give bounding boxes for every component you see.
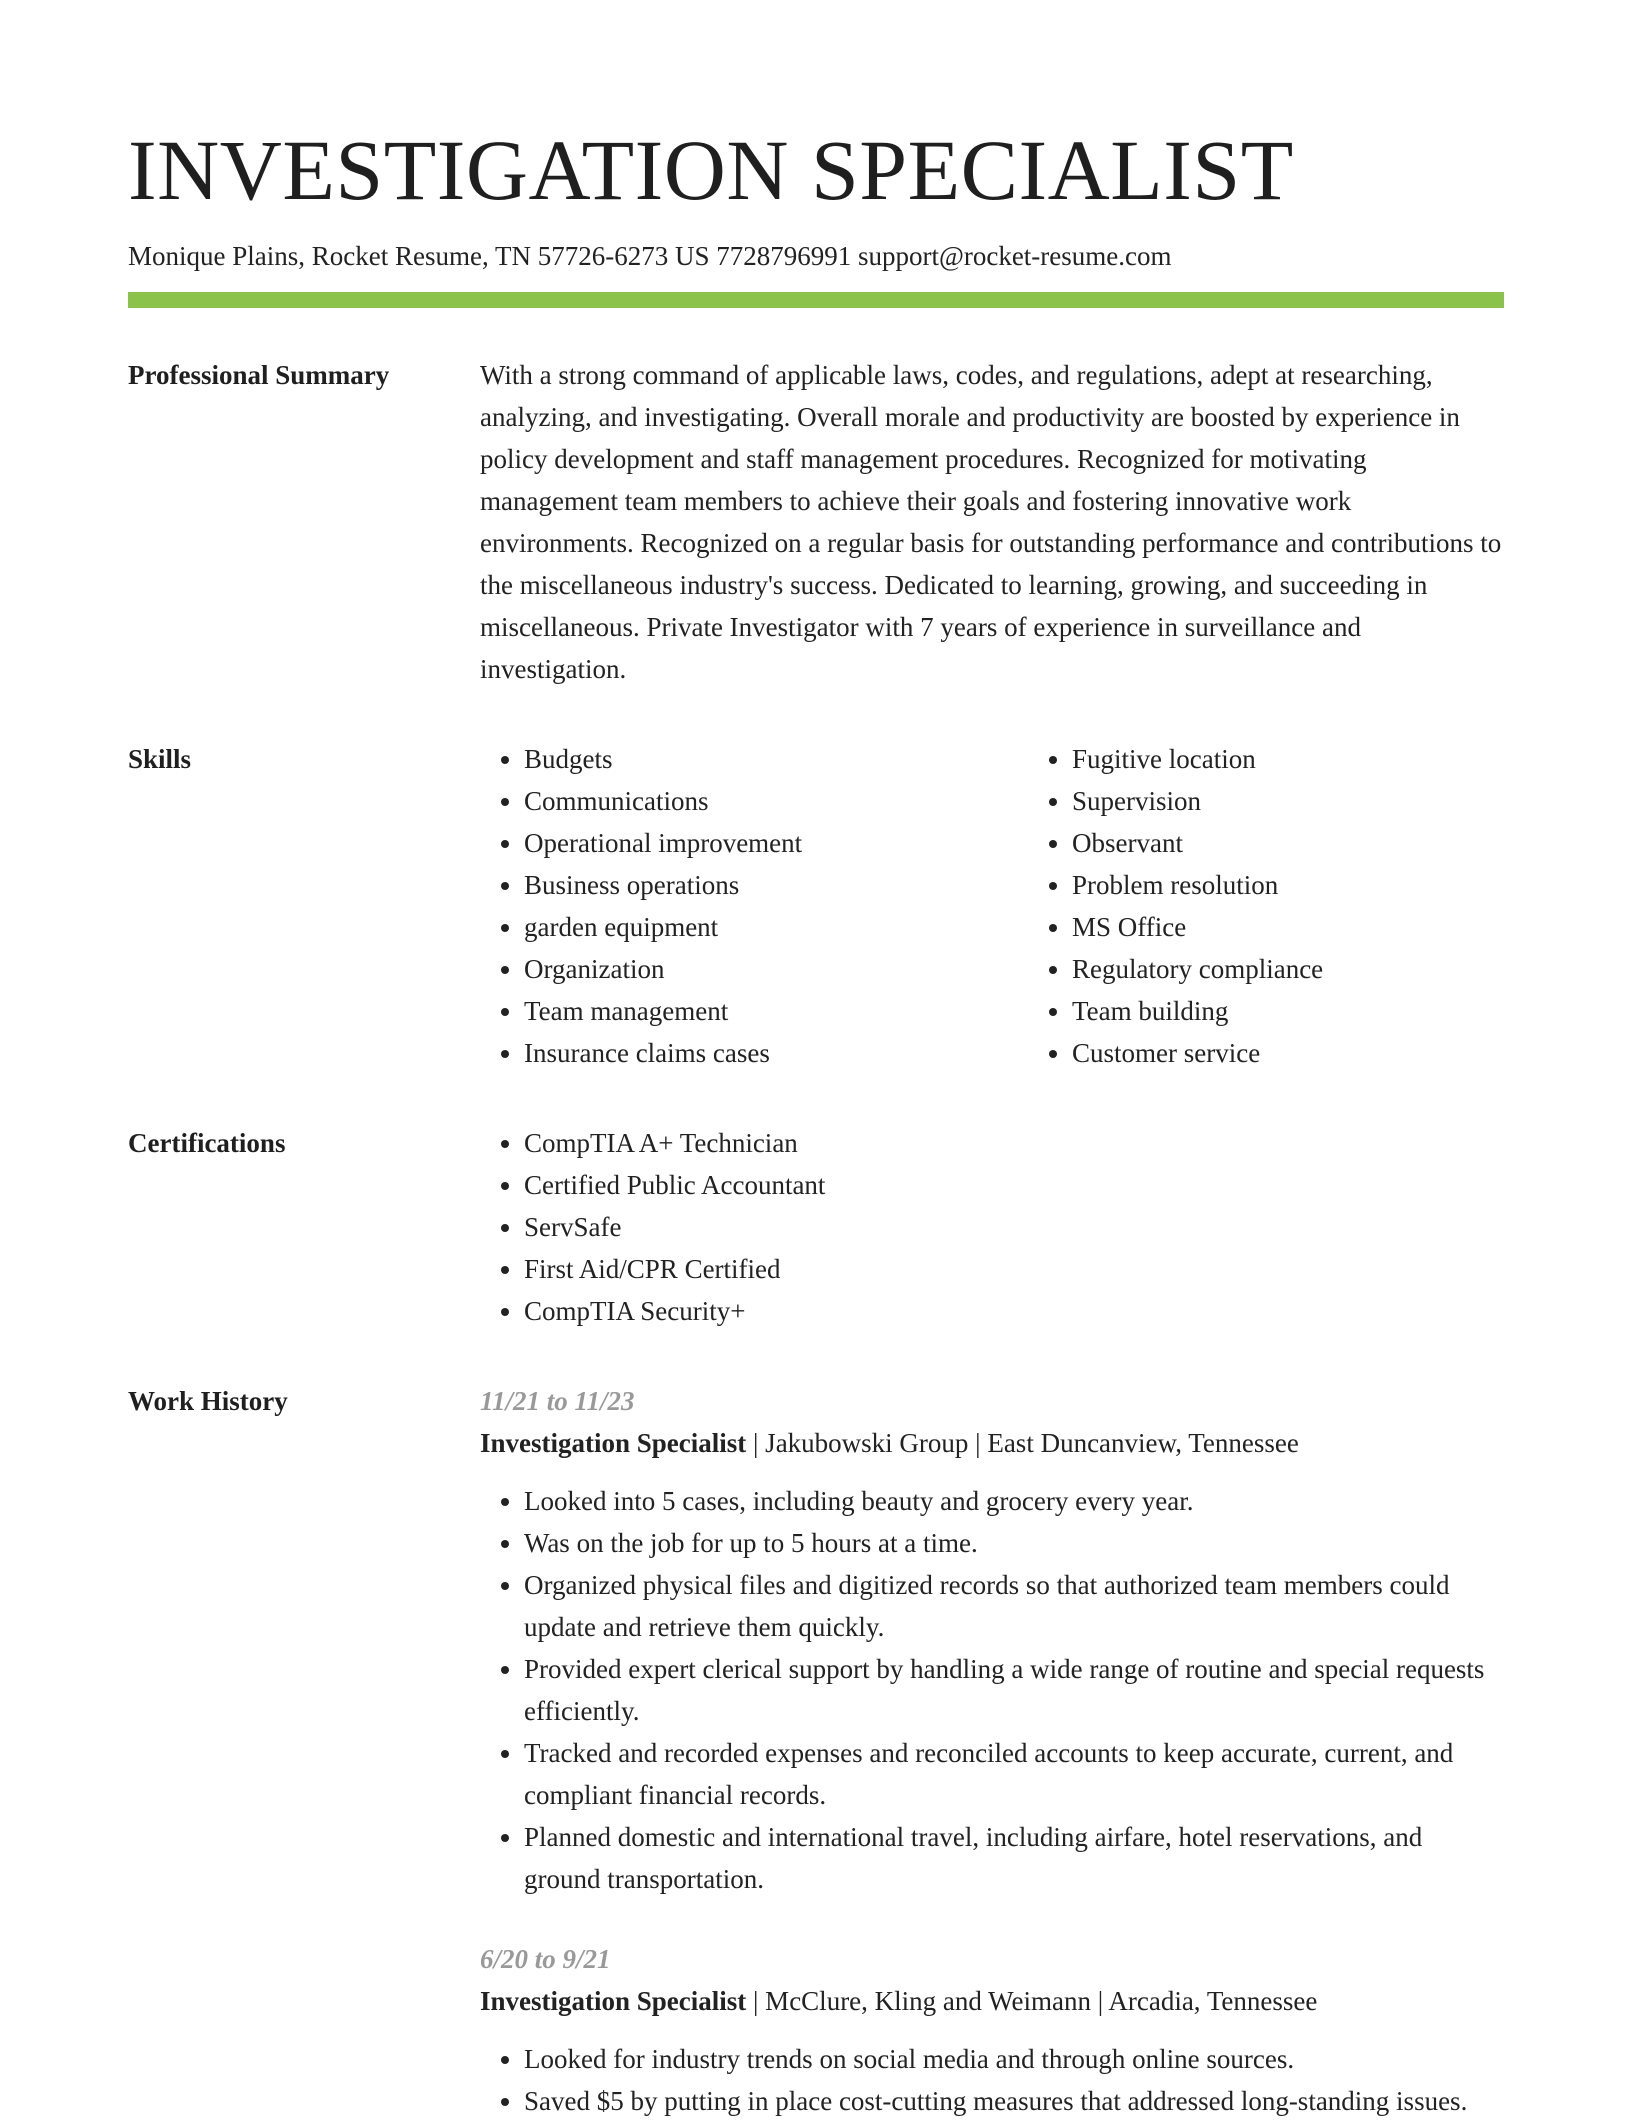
skill-item: • Customer service	[1072, 1032, 1576, 1074]
job-entry	[480, 1938, 1504, 2122]
skill-item: • Insurance claims cases	[524, 1032, 1028, 1074]
skill-item: • Problem resolution	[1072, 864, 1576, 906]
skills-list-right	[1028, 738, 1576, 1074]
skill-item: • Regulatory compliance	[1072, 948, 1576, 990]
skills-list-left	[480, 738, 1028, 1074]
skill-item: • Budgets	[524, 738, 1028, 780]
skill-item: • garden equipment	[524, 906, 1028, 948]
job-heading	[480, 1422, 1504, 1464]
job-dates: 6/20 to 9/21	[480, 1944, 611, 1974]
resume-title: INVESTIGATION SPECIALIST	[128, 122, 1294, 218]
skill-item: • Team building	[1072, 990, 1576, 1032]
skill-item: • Organization	[524, 948, 1028, 990]
certification-item: • CompTIA A+ Technician	[524, 1122, 1504, 1164]
work-history-label: Work History	[128, 1386, 288, 1416]
skill-item: • Supervision	[1072, 780, 1576, 822]
job-details: | Jakubowski Group | East Duncanview, Tennessee	[746, 1428, 1299, 1458]
contact-line: Monique Plains, Rocket Resume, TN 57726-6273 US 7728796991 support@rocket-resume.com	[128, 241, 1172, 271]
work-history-body	[480, 1380, 1504, 2122]
job-title: Investigation Specialist	[480, 1428, 747, 1458]
job-details: | McClure, Kling and Weimann | Arcadia, Tennessee	[746, 1986, 1318, 2016]
job-bullet: • Looked into 5 cases, including beauty and grocery every year.	[524, 1480, 1504, 1522]
job-bullet: • Organized physical files and digitized records so that authorized team members could update and retrieve them quickly.	[524, 1564, 1504, 1648]
accent-divider	[128, 292, 1504, 308]
certifications-list	[480, 1122, 1504, 1332]
summary-section	[128, 354, 1504, 690]
job-bullet: • Tracked and recorded expenses and reconciled accounts to keep accurate, current, and compliant financial records.	[524, 1732, 1504, 1816]
skills-label: Skills	[128, 744, 192, 774]
skills-section	[128, 738, 1504, 1074]
job-entry	[480, 1380, 1504, 1900]
job-bullet: • Provided expert clerical support by handling a wide range of routine and special requests efficiently.	[524, 1648, 1504, 1732]
certifications-label: Certifications	[128, 1128, 286, 1158]
job-bullet: • Planned domestic and international travel, including airfare, hotel reservations, and ground transportation.	[524, 1816, 1504, 1900]
work-history-section	[128, 1380, 1504, 2122]
certification-item: • ServSafe	[524, 1206, 1504, 1248]
summary-body	[480, 354, 1504, 690]
job-bullets	[480, 2038, 1504, 2122]
certifications-section	[128, 1122, 1504, 1332]
skills-body	[480, 738, 1576, 1074]
skill-item: • Team management	[524, 990, 1028, 1032]
job-bullet: • Saved $5 by putting in place cost-cutting measures that addressed long-standing issues.	[524, 2080, 1504, 2122]
skill-item: • Operational improvement	[524, 822, 1028, 864]
certifications-body	[480, 1122, 1504, 1332]
job-dates: 11/21 to 11/23	[480, 1386, 635, 1416]
summary-text: With a strong command of applicable laws, codes, and regulations, adept at researching, analyzing, and investigating. Overall morale and productivity are boosted by experience in policy development and staff management procedures. Recognized for motivating management team members to achieve their goals and fostering innovative work environments. Recognized on a regular basis for outstanding performance and contributions to the miscellaneous industry's success. Dedicated to learning, growing, and succeeding in miscellaneous. Private Investigator with 7 years of experience in surveillance and investigation.	[480, 360, 1502, 684]
job-heading	[480, 1980, 1504, 2022]
job-bullet: • Was on the job for up to 5 hours at a time.	[524, 1522, 1504, 1564]
certification-item: • Certified Public Accountant	[524, 1164, 1504, 1206]
skill-item: • Communications	[524, 780, 1028, 822]
certification-item: • First Aid/CPR Certified	[524, 1248, 1504, 1290]
summary-label: Professional Summary	[128, 360, 390, 390]
skill-item: • Business operations	[524, 864, 1028, 906]
skill-item: • Fugitive location	[1072, 738, 1576, 780]
skill-item: • MS Office	[1072, 906, 1576, 948]
skill-item: • Observant	[1072, 822, 1576, 864]
certification-item: • CompTIA Security+	[524, 1290, 1504, 1332]
job-bullets	[480, 1480, 1504, 1900]
job-bullet: • Looked for industry trends on social media and through online sources.	[524, 2038, 1504, 2080]
job-title: Investigation Specialist	[480, 1986, 747, 2016]
